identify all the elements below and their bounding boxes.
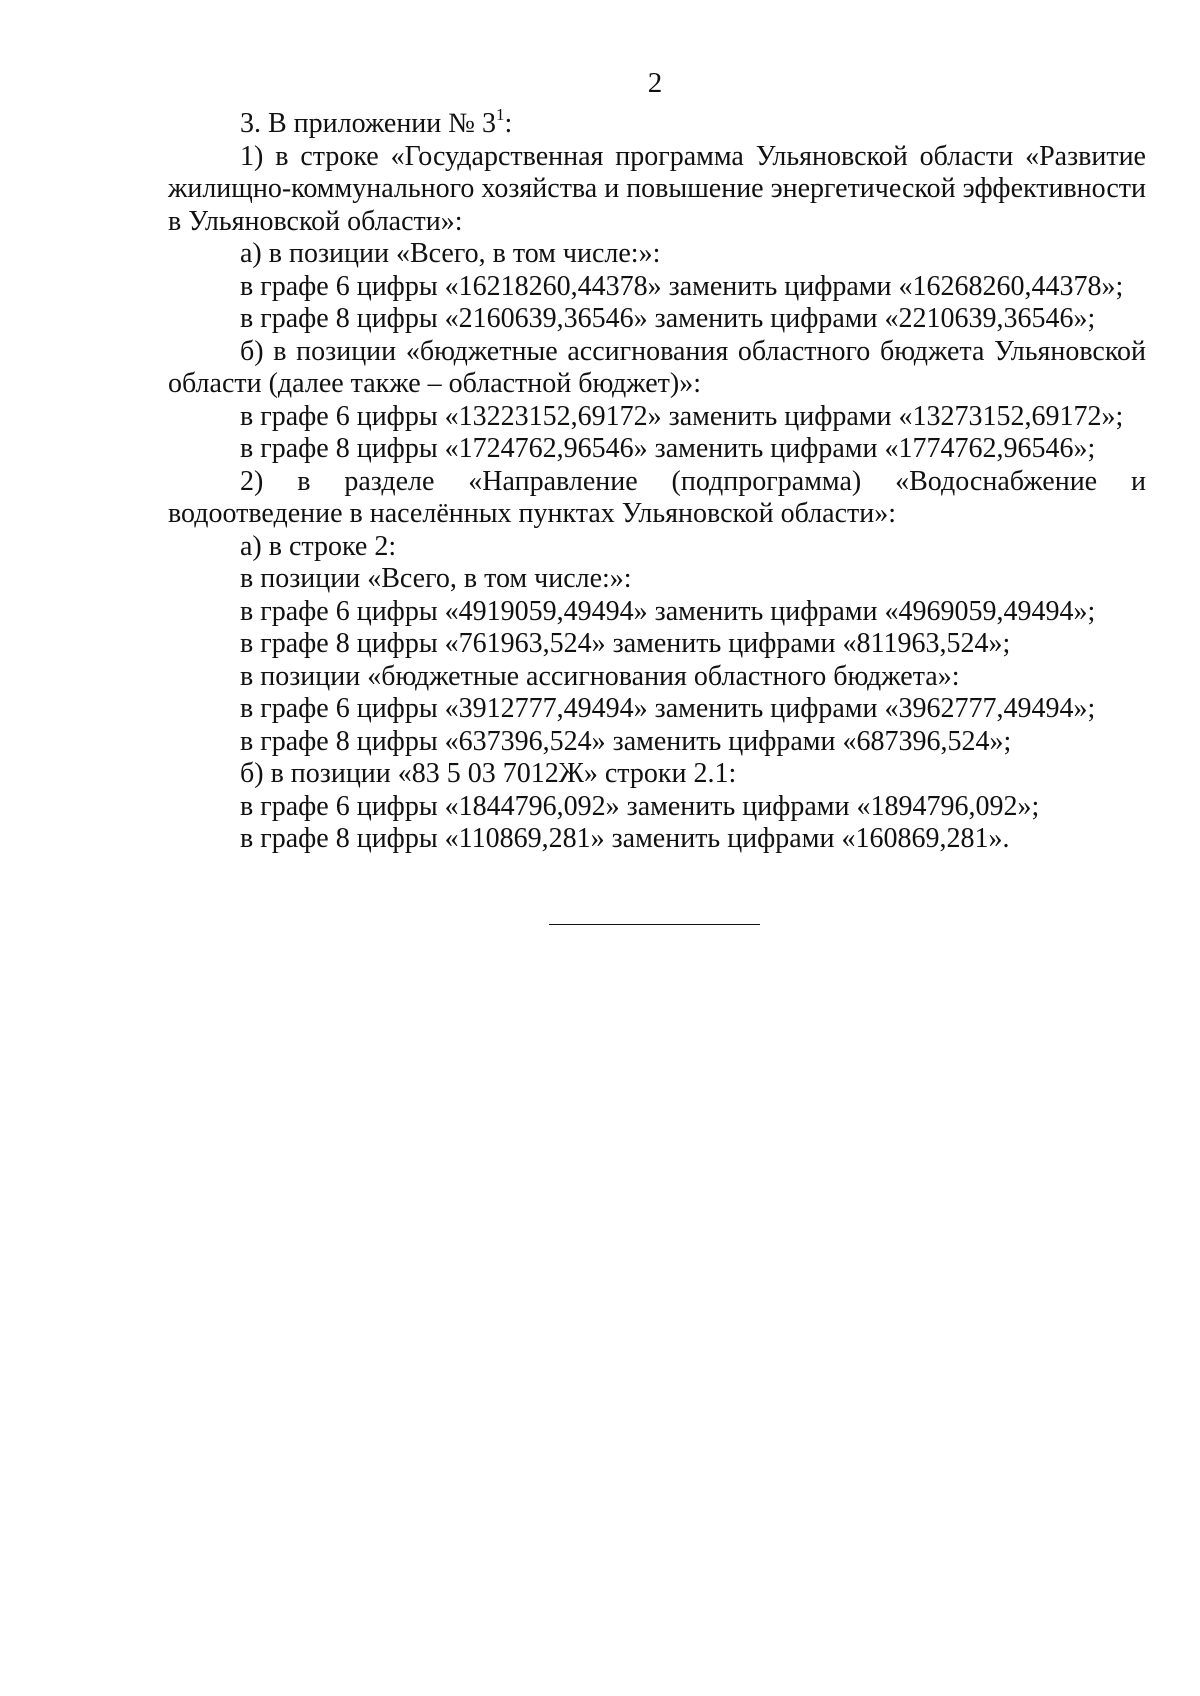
paragraph-line: в графе 6 цифры «1844796,092» заменить цифрами «1894796,092»; [240, 790, 1040, 822]
paragraph-item-2b: б) в позиции «83 5 03 7012Ж» строки 2.1: [240, 758, 737, 789]
paragraph-appendix-heading [168, 105, 1146, 141]
paragraph-line: в графе 6 цифры «3912777,49494» заменить цифрами «3962777,49494»; [240, 693, 1096, 724]
appendix-heading-colon: : [504, 108, 513, 139]
appendix-heading-text: 3. В приложении № 3 [240, 108, 496, 139]
paragraph-line: в графе 6 цифры «16218260,44378» заменить цифрами «16268260,44378»; [240, 270, 1124, 302]
paragraph-line: в позиции «Всего, в том числе:»: [240, 563, 632, 594]
document-body [168, 105, 1147, 856]
paragraph-line: в графе 8 цифры «1724762,96546» заменить цифрами «1774762,96546»; [240, 433, 1096, 464]
paragraph-line: в графе 8 цифры «761963,524» заменить цифрами «811963,524»; [240, 628, 1011, 659]
paragraph-item-2: 2) в разделе «Направление (подпрограмма) «Водоснабжение и водоотведение в населённых пунктах Ульяновской области»: [168, 465, 1146, 529]
end-separator-line [549, 924, 760, 925]
paragraph-item-1: 1) в строке «Государственная программа Ульяновской области «Развитие жилищно-коммунального хозяйства и повышение энергетической эффективности в Ульяновской области»: [168, 140, 1147, 237]
paragraph-line: в графе 6 цифры «4919059,49494» заменить цифрами «4969059,49494»; [240, 595, 1096, 627]
paragraph-line: в графе 8 цифры «110869,281» заменить цифрами «160869,281». [240, 823, 1010, 854]
page-number: 2 [647, 67, 663, 99]
paragraph-item-1b: б) в позиции «бюджетные ассигнования областного бюджета Ульяновской области (далее также – областной бюджет)»: [168, 335, 1146, 399]
paragraph-item-1a: а) в позиции «Всего, в том числе:»: [240, 238, 661, 269]
paragraph-item-2a: а) в строке 2: [240, 530, 397, 562]
paragraph-line: в графе 8 цифры «637396,524» заменить цифрами «687396,524»; [240, 725, 1012, 757]
paragraph-line: в графе 6 цифры «13223152,69172» заменить цифрами «13273152,69172»; [240, 400, 1124, 432]
paragraph-line: в позиции «бюджетные ассигнования областного бюджета»: [240, 660, 960, 692]
appendix-superscript: 1 [496, 105, 505, 124]
paragraph-line: в графе 8 цифры «2160639,36546» заменить цифрами «2210639,36546»; [240, 303, 1096, 334]
